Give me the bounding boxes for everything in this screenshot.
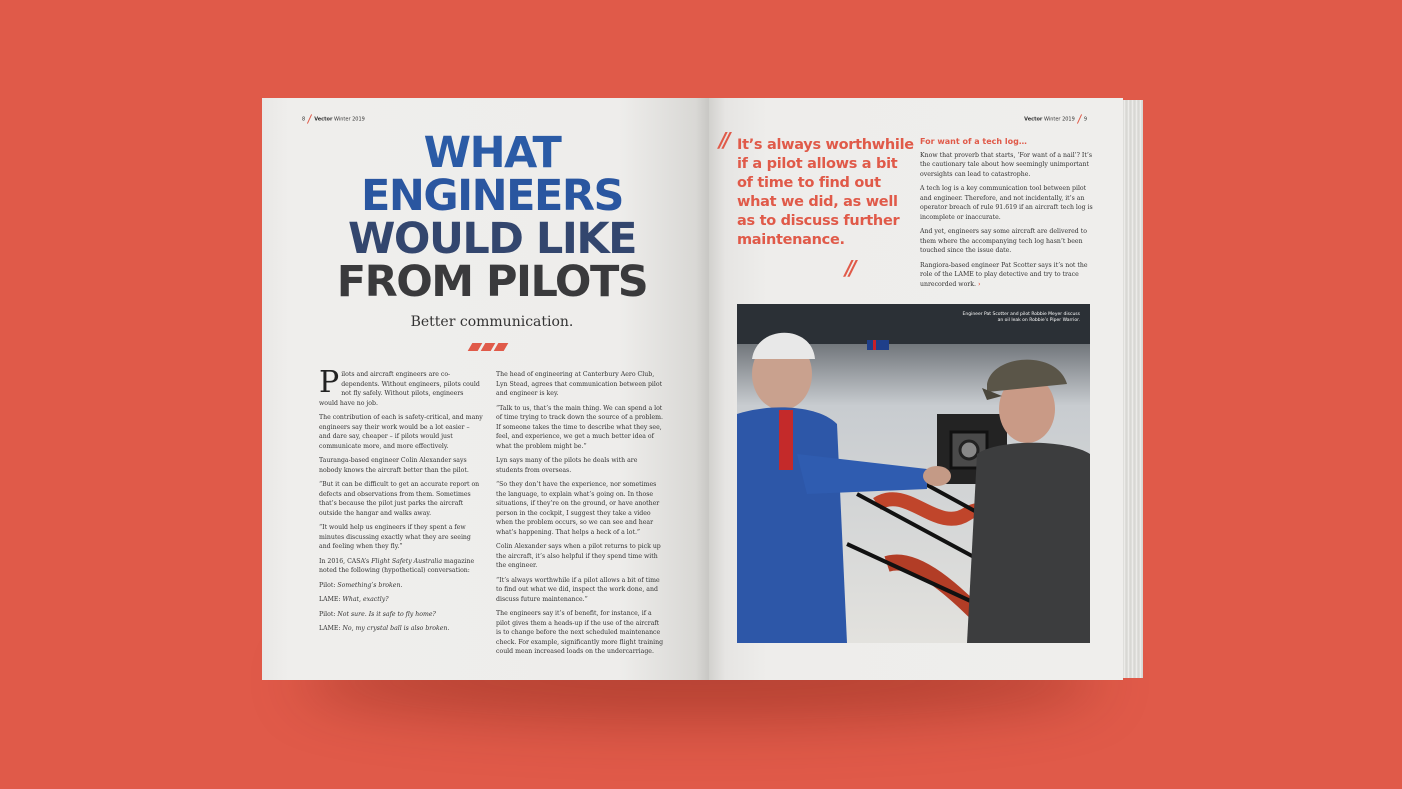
dialogue-line: LAME: No, my crystal ball is also broken. [319, 625, 450, 632]
left-folio [302, 114, 365, 124]
paragraph: The engineers say it’s of benefit, for instance, if a pilot gives them a heads-up if the use of the aircraft is to change before the next scheduled maintenance check. For example, significantly more flight training could mean increased loads on the undercarriage. [496, 610, 664, 655]
paragraph: Know that proverb that starts, ‘For want of a nail’? It’s the cautionary tale about how seemingly unimportant oversights can lead to catastrophe. [920, 151, 1093, 178]
issue-label: Winter 2019 [1044, 116, 1075, 123]
paragraph: Lyn says many of the pilots he deals with are students from overseas. [496, 457, 638, 474]
right-page [709, 98, 1123, 680]
article-subtitle: Better communication. [410, 314, 574, 330]
page-number: 8 [302, 116, 306, 123]
body-column-1 [319, 365, 483, 639]
page-number: 9 [1083, 116, 1087, 123]
paragraph: “It’s always worthwhile if a pilot allows a bit of time to find out what we did, inspect the work done, and discuss future maintenance.” [496, 576, 660, 603]
paragraph: “But it can be difficult to get an accurate report on defects and observations from them. Sometimes that’s because the pilot just parks the aircraft outside the hangar and walks away. [319, 481, 480, 517]
issue-label: Winter 2019 [334, 116, 365, 123]
paragraph: The head of engineering at Canterbury Aero Club, Lyn Stead, agrees that communication between pilot and engineer is key. [496, 371, 663, 397]
headline-line-2: ENGINEERS [361, 171, 623, 221]
sidebar-heading: For want of a tech log… [920, 137, 1027, 146]
paragraph: “So they don’t have the experience, nor sometimes the language, to explain what’s going on. In those situations, if they’re on the ground, or have another person in the cockpit, I suggest they take a video when the problem occurs, so we can see and hear what’s happening. That helps a heck of a lot.” [496, 481, 660, 536]
dialogue-line: LAME: What, exactly? [319, 596, 389, 603]
right-folio [1024, 114, 1087, 124]
open-quote-icon: // [719, 128, 728, 152]
magazine-brand: Vector [1024, 116, 1043, 123]
paragraph: Rangiora-based engineer Pat Scotter says it’s not the role of the LAME to play detective and try to trace unrecorded work. › [920, 261, 1088, 288]
paragraph: Pilots and aircraft engineers are co-dependents. Without engineers, pilots could not fly safely. Without pilots, engineers would have no job. [319, 365, 480, 407]
paragraph: Tauranga-based engineer Colin Alexander says nobody knows the aircraft better than the pilot. [319, 457, 469, 474]
headline-line-3: WOULD LIKE [347, 214, 637, 264]
magazine-brand: Vector [314, 116, 333, 123]
dialogue-line: Pilot: Something’s broken. [319, 581, 403, 589]
close-quote-icon: // [845, 256, 854, 280]
pull-quote: It’s always worthwhile if a pilot allows a bit of time to find out what we did, as well as to discuss further maintenance. [737, 137, 914, 248]
body-column-2 [496, 370, 666, 662]
magazine-spread [262, 98, 1144, 680]
photo-caption: Engineer Pat Scotter and pilot Robbie Meyer discuss an oil leak on Robbie’s Piper Warrior. [962, 312, 1080, 323]
left-page [262, 98, 709, 680]
paragraph: “Talk to us, that’s the main thing. We can spend a lot of time trying to track down the source of a problem. If someone takes the time to describe what they see, feel, and experience, we get a much better idea of what the problem might be.” [496, 404, 663, 450]
headline-line-4: FROM PILOTS [336, 257, 648, 307]
folio-slash [1077, 114, 1082, 123]
paragraph: And yet, engineers say some aircraft are delivered to them where the accompanying tech log hasn’t been touched since the issue date. [920, 228, 1087, 254]
page-edges [1123, 100, 1143, 678]
paragraph: The contribution of each is safety-critical, and many engineers say their work would be a lot easier – and dare say, cheaper – if pilots would just communicate more, and more effectively. [319, 414, 483, 450]
hangar-photo-illustration [737, 304, 1090, 643]
article-photo [737, 304, 1090, 643]
paragraph: Colin Alexander says when a pilot returns to pick up the aircraft, it’s also helpful if they spend time with the engineer. [496, 543, 661, 569]
headline-line-1: WHAT [423, 128, 561, 178]
decorative-slashes [470, 343, 506, 351]
dropcap: P [319, 365, 340, 400]
article-headline [262, 128, 722, 307]
paragraph: In 2016, CASA’s Flight Safety Australia magazine noted the following (hypothetical) conversation: [319, 557, 475, 574]
dialogue-line: Pilot: Not sure. Is it safe to fly home? [319, 610, 436, 618]
folio-slash [307, 114, 312, 123]
paragraph: “It would help us engineers if they spent a few minutes discussing exactly what they are seeing and feeling when they fly.” [319, 524, 471, 550]
paragraph: A tech log is a key communication tool between pilot and engineer. Therefore, and not incidentally, it’s an operator breach of rule 91.619 if an aircraft tech log is incomplete or inaccurate. [920, 185, 1093, 221]
continue-arrow-icon: › [977, 280, 981, 288]
sidebar-box [920, 137, 1098, 294]
